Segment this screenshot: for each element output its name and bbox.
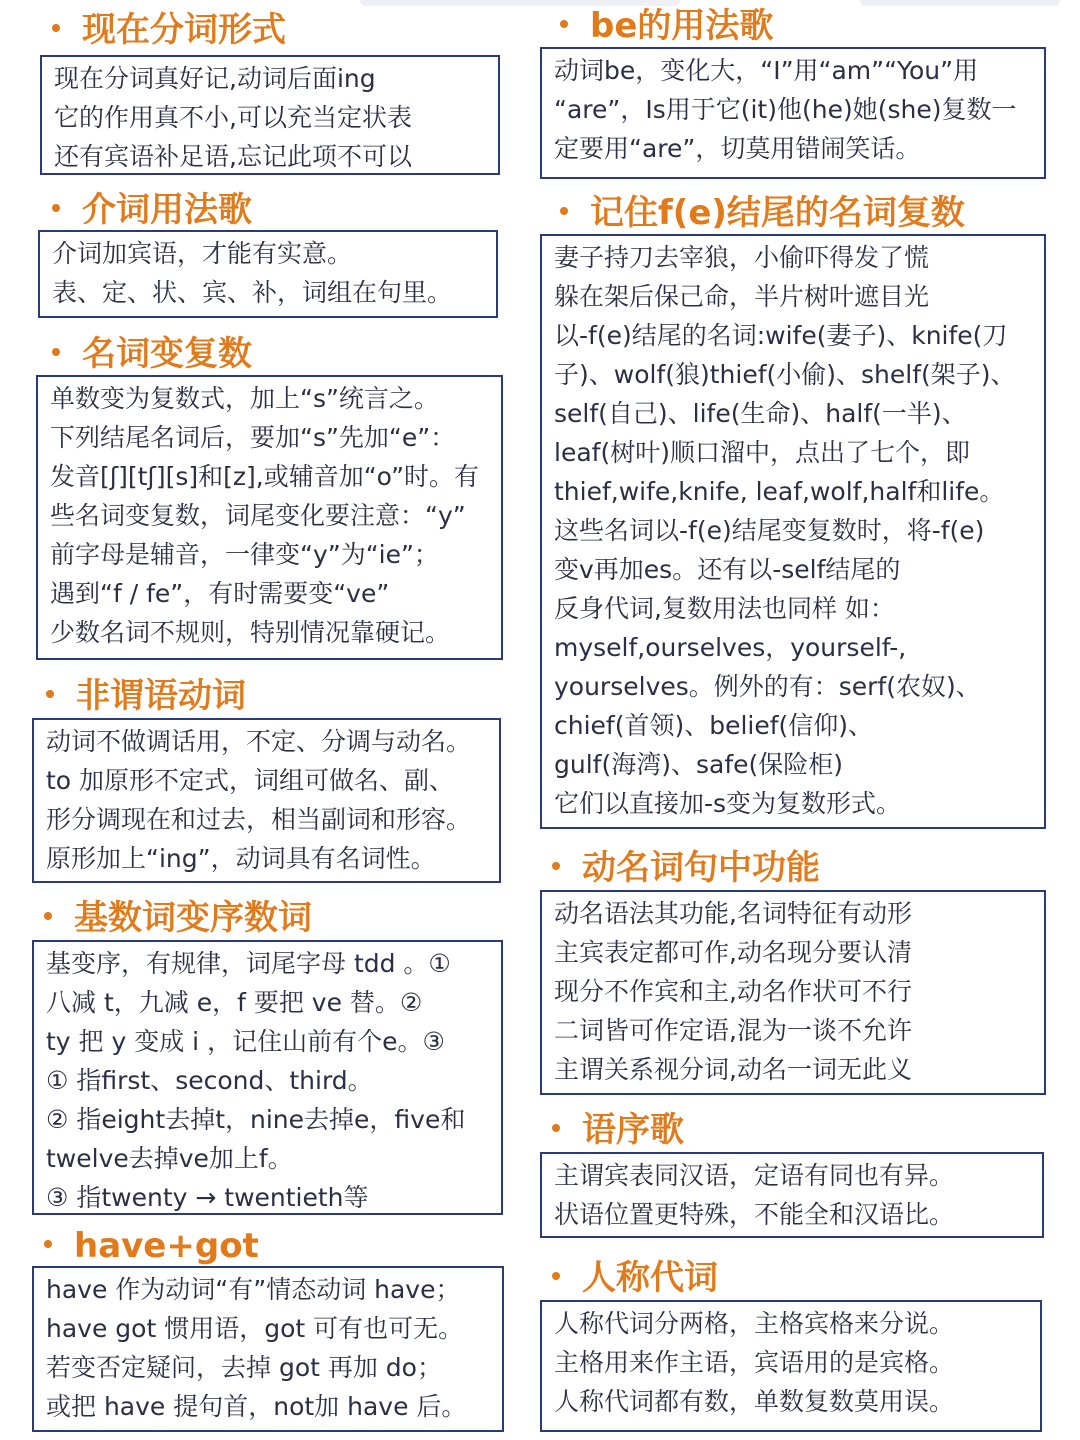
rule-line: 还有宾语补足语,忘记此项不可以: [54, 142, 412, 171]
rule-line: 动词be，变化大，“I”用“am”“You”用: [554, 56, 979, 85]
rule-line: 少数名词不规则，特别情况靠硬记。: [50, 618, 451, 647]
rule-line: chief(首领)、belief(信仰)、: [554, 711, 874, 740]
bullet-icon: [560, 20, 568, 28]
rule-line: 前字母是辅音，一律变“y”为“ie”；: [50, 540, 439, 569]
rule-line: 二词皆可作定语,混为一谈不允许: [554, 1016, 912, 1045]
section-title: 基数词变序数词: [44, 898, 312, 938]
bullet-icon: [52, 348, 60, 356]
bullet-icon: [44, 912, 52, 920]
section-title: 现在分词形式: [52, 10, 286, 50]
rule-line: 原形加上“ing”，动词具有名词性。: [46, 844, 436, 873]
top-strip-right: [860, 0, 1060, 6]
rule-line: 八减 t，九减 e，f 要把 ve 替。②: [46, 988, 423, 1017]
bullet-icon: [46, 690, 54, 698]
section-title: 语序歌: [552, 1110, 684, 1150]
bullet-icon: [552, 1124, 560, 1132]
section-title: 非谓语动词: [46, 676, 246, 716]
rule-box: [540, 234, 1046, 829]
rule-line: 发音[ʃ][tʃ][s]和[z],或辅音加“o”时。有: [50, 462, 480, 491]
rule-line: ① 指first、second、third。: [46, 1066, 373, 1095]
rule-line: 这些名词以-f(e)结尾变复数时，将-f(e): [554, 516, 985, 545]
rule-line: 反身代词,复数用法也同样 如：: [554, 594, 895, 623]
rule-line: 妻子持刀去宰狼，小偷吓得发了慌: [554, 243, 930, 272]
section-title: 介词用法歌: [52, 190, 252, 230]
rule-line: gulf(海湾)、safe(保险柜): [554, 750, 844, 779]
rule-line: 以-f(e)结尾的名词:wife(妻子)、knife(刀: [554, 321, 1008, 350]
rule-line: 介词加宾语，才能有实意。: [52, 239, 353, 268]
rule-box: [540, 1152, 1044, 1238]
rule-box: [540, 890, 1046, 1095]
bullet-icon: [52, 204, 60, 212]
rule-line: ty 把 y 变成 i ，记住山前有个e。③: [46, 1027, 445, 1056]
rule-line: 主谓宾表同汉语，定语有同也有异。: [554, 1161, 955, 1190]
bullet-icon: [560, 207, 568, 215]
rule-line: have 作为动词“有”情态动词 have；: [46, 1275, 461, 1304]
bullet-icon: [552, 1272, 560, 1280]
rule-line: twelve去掉ve加上f。: [46, 1144, 293, 1173]
rule-line: 些名词变复数，词尾变化要注意：“y”: [50, 501, 466, 530]
rule-line: 遇到“f / fe”，有时需要变“ve”: [50, 579, 390, 608]
rule-line: “are”，Is用于它(it)他(he)她(she)复数一: [554, 95, 1017, 124]
rule-box: [40, 55, 500, 175]
rule-line: ③ 指twenty → twentieth等: [46, 1183, 369, 1212]
rule-line: have got 惯用语，got 可有也可无。: [46, 1314, 464, 1343]
rule-line: 基变序，有规律，词尾字母 tdd 。①: [46, 949, 451, 978]
rule-line: 人称代词分两格，主格宾格来分说。: [554, 1309, 955, 1338]
rule-line: 动名语法其功能,名词特征有动形: [554, 899, 912, 928]
rule-line: thief,wife,knife, leaf,wolf,half和life。: [554, 477, 1005, 506]
rule-line: yourselves。例外的有：serf(农奴)、: [554, 672, 981, 701]
rule-line: 它们以直接加-s变为复数形式。: [554, 789, 902, 818]
rule-line: 它的作用真不小,可以充当定状表: [54, 103, 412, 132]
rule-line: 子)、wolf(狼)thief(小偷)、shelf(架子)、: [554, 360, 1016, 389]
rule-line: 定要用“are”，切莫用错闹笑话。: [554, 134, 921, 163]
section-title: be的用法歌: [560, 6, 773, 46]
rule-line: 主宾表定都可作,动名现分要认清: [554, 938, 912, 967]
rule-line: ② 指eight去掉t，nine去掉e，five和: [46, 1105, 466, 1134]
rule-box: [38, 230, 498, 318]
rule-line: self(自己)、life(生命)、half(一半)、: [554, 399, 967, 428]
rule-line: 人称代词都有数，单数复数莫用误。: [554, 1387, 955, 1416]
section-title: have+got: [44, 1226, 259, 1266]
rule-line: 或把 have 提句首，not加 have 后。: [46, 1392, 467, 1421]
bullet-icon: [552, 862, 560, 870]
rule-line: myself,ourselves，yourself-,: [554, 633, 907, 662]
rule-line: 躲在架后保己命，半片树叶遮目光: [554, 282, 930, 311]
rule-line: 现在分词真好记,动词后面ing: [54, 64, 376, 93]
rule-line: 现分不作宾和主,动名作状可不行: [554, 977, 912, 1006]
bullet-icon: [44, 1240, 52, 1248]
section-title: 人称代词: [552, 1258, 718, 1298]
rule-line: 变v再加es。还有以-self结尾的: [554, 555, 901, 584]
section-title: 记住f(e)结尾的名词复数: [560, 193, 965, 233]
rule-line: 下列结尾名词后，要加“s”先加“e”：: [50, 423, 456, 452]
rule-line: to 加原形不定式，词组可做名、副、: [46, 766, 455, 795]
rule-box: [540, 47, 1046, 179]
rule-box: [36, 375, 503, 660]
rule-box: [32, 940, 503, 1215]
rule-line: 形分调现在和过去，相当副词和形容。: [46, 805, 472, 834]
rule-box: [32, 1266, 504, 1432]
rule-line: 主格用来作主语，宾语用的是宾格。: [554, 1348, 955, 1377]
rule-line: 单数变为复数式，加上“s”统言之。: [50, 384, 439, 413]
rule-box: [540, 1300, 1042, 1432]
rule-line: 主谓关系视分词,动名一词无此义: [554, 1055, 912, 1084]
rule-line: leaf(树叶)顺口溜中，点出了七个，即: [554, 438, 970, 467]
section-title: 名词变复数: [52, 334, 252, 374]
section-title: 动名词句中功能: [552, 848, 820, 888]
rule-line: 动词不做调话用，不定、分调与动名。: [46, 727, 472, 756]
rule-line: 若变否定疑问，去掉 got 再加 do；: [46, 1353, 442, 1382]
rule-line: 状语位置更特殊，不能全和汉语比。: [554, 1200, 955, 1229]
bullet-icon: [52, 24, 60, 32]
rule-line: 表、定、状、宾、补，词组在句里。: [52, 278, 453, 307]
rule-box: [32, 718, 501, 883]
